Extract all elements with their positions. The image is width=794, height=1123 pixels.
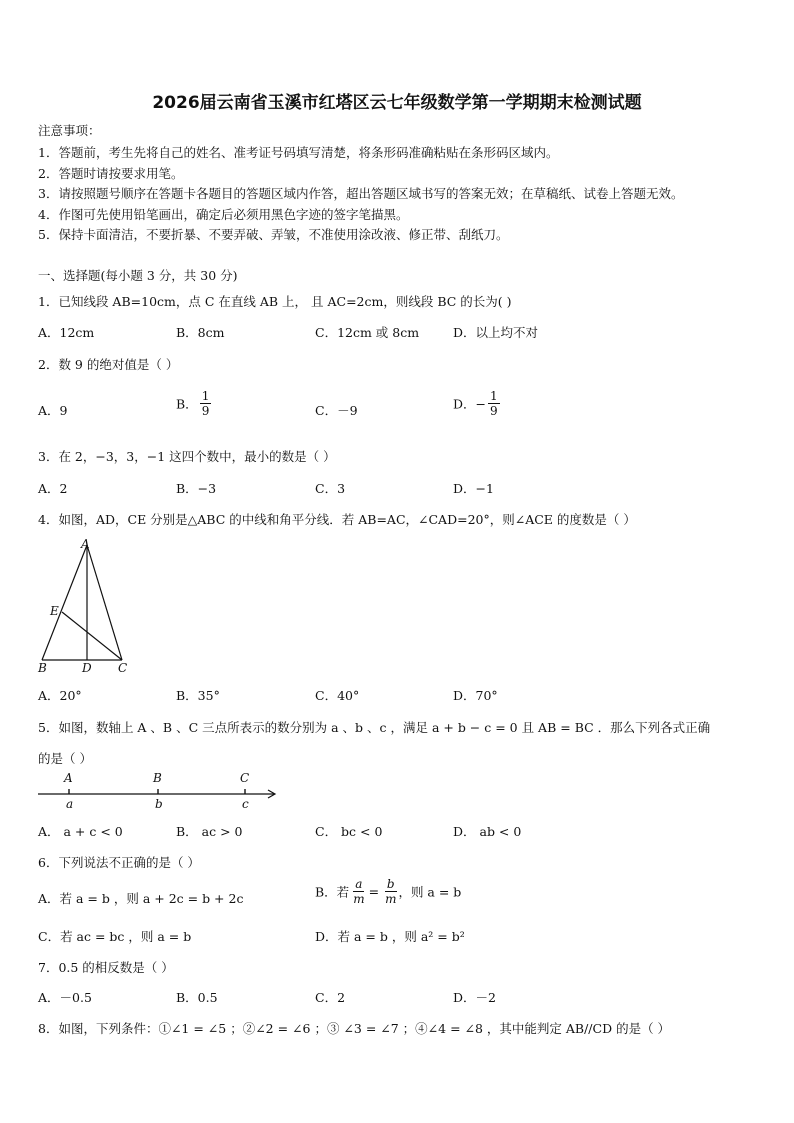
q6-option-a: A．若 a = b ，则 a + 2c = b + 2c — [38, 891, 244, 906]
q2-option-d: D．− $\frac{1}{9}$ — [453, 389, 498, 418]
q5-option-a: A． a + c < 0 — [38, 824, 123, 839]
label-c-value: c — [242, 797, 249, 811]
question-4-stem: 4．如图，AD，CE 分别是△ABC 的中线和角平分线．若 AB=AC，∠CAD=20°，则∠ACE 的度数是（ ） — [38, 512, 636, 527]
q2-option-b: B． $\frac{1}{9}$ — [176, 389, 210, 418]
q5-option-b: B． ac > 0 — [176, 824, 243, 839]
question-6-stem: 6．下列说法不正确的是（ ） — [38, 855, 200, 870]
notice-item: 2．答题时请按要求用笔。 — [38, 166, 184, 181]
label-b: B — [38, 661, 47, 675]
label-a: A — [81, 537, 90, 551]
notice-item: 5．保持卡面清洁，不要折暴、不要弄破、弄皱，不准使用涂改液、修正带、刮纸刀。 — [38, 227, 509, 242]
q2-option-a: A．9 — [38, 403, 68, 418]
label-c: C — [118, 661, 128, 675]
q1-option-a: A．12cm — [38, 325, 95, 340]
q5-option-d: D． ab < 0 — [453, 824, 522, 839]
q5-option-c: C． bc < 0 — [315, 824, 383, 839]
q3-option-b: B．−3 — [176, 481, 217, 496]
question-7-stem: 7．0.5 的相反数是（ ） — [38, 960, 174, 975]
question-3-stem: 3．在 2，−3，3，−1 这四个数中，最小的数是（ ） — [38, 449, 336, 464]
question-1-stem: 1．已知线段 AB=10cm，点 C 在直线 AB 上， 且 AC=2cm，则线段 BC 的长为( ) — [38, 294, 512, 309]
q1-option-c: C．12cm 或 8cm — [315, 325, 420, 340]
fraction: $\frac{b}{m}$ — [385, 877, 397, 906]
q4-option-b: B．35° — [176, 688, 220, 703]
q7-option-b: B．0.5 — [176, 990, 218, 1005]
label-a: A — [64, 771, 73, 785]
q6-option-d: D．若 a = b ，则 a² = b² — [315, 929, 465, 944]
q7-option-a: A．－0.5 — [38, 990, 92, 1005]
notice-item: 1．答题前，考生先将自己的姓名、准考证号码填写清楚，将条形码准确粘贴在条形码区域内。 — [38, 145, 559, 160]
q6-option-b: B．若 $\frac{a}{m}$ = $\frac{b}{m}$ ，则 a = b — [315, 877, 462, 906]
q2-option-c: C．－9 — [315, 403, 358, 418]
fraction: $\frac{a}{m}$ — [353, 877, 365, 906]
q7-option-c: C．2 — [315, 990, 346, 1005]
notice-heading: 注意事项： — [38, 123, 101, 138]
q4-option-d: D．70° — [453, 688, 498, 703]
label-b: B — [153, 771, 162, 785]
q6-option-c: C．若 ac = bc ，则 a = b — [38, 929, 192, 944]
q4-option-c: C．40° — [315, 688, 360, 703]
triangle-figure — [34, 535, 144, 675]
number-line-figure — [34, 768, 284, 812]
page-title: 2026届云南省玉溪市红塔区云七年级数学第一学期期末检测试题 — [152, 93, 642, 113]
label-c: C — [240, 771, 250, 785]
question-5-stem: 5．如图，数轴上 A 、B 、C 三点所表示的数分别为 a 、b 、c ，满足 a + b − c = 0 且 AB = BC ．那么下列各式正确 — [38, 720, 711, 735]
q3-option-c: C．3 — [315, 481, 346, 496]
notice-item: 4．作图可先使用铅笔画出，确定后必须用黑色字迹的签字笔描黑。 — [38, 207, 409, 222]
label-b-value: b — [155, 797, 163, 811]
q3-option-a: A．2 — [38, 481, 68, 496]
q4-option-a: A．20° — [38, 688, 82, 703]
label-d: D — [82, 661, 92, 675]
section-heading: 一、选择题(每小题 3 分，共 30 分) — [38, 268, 238, 283]
fraction: $\frac{1}{9}$ — [490, 389, 498, 418]
question-2-stem: 2．数 9 的绝对值是（ ） — [38, 357, 179, 372]
fraction: $\frac{1}{9}$ — [201, 389, 210, 418]
q1-option-b: B．8cm — [176, 325, 225, 340]
label-e: E — [50, 604, 59, 618]
question-5-stem-cont: 的是（ ） — [38, 751, 92, 766]
q3-option-d: D．−1 — [453, 481, 494, 496]
q1-option-d: D．以上均不对 — [453, 325, 539, 340]
question-8-stem: 8．如图，下列条件：①∠1 = ∠5 ；②∠2 = ∠6 ；③ ∠3 = ∠7 ；④∠4 = ∠8 ，其中能判定 AB//CD 的是（ ） — [38, 1021, 671, 1036]
q7-option-d: D．－2 — [453, 990, 496, 1005]
label-a-value: a — [66, 797, 74, 811]
notice-item: 3．请按照题号顺序在答题卡各题目的答题区域内作答，超出答题区域书写的答案无效；在草稿纸、试卷上答题无效。 — [38, 186, 684, 201]
